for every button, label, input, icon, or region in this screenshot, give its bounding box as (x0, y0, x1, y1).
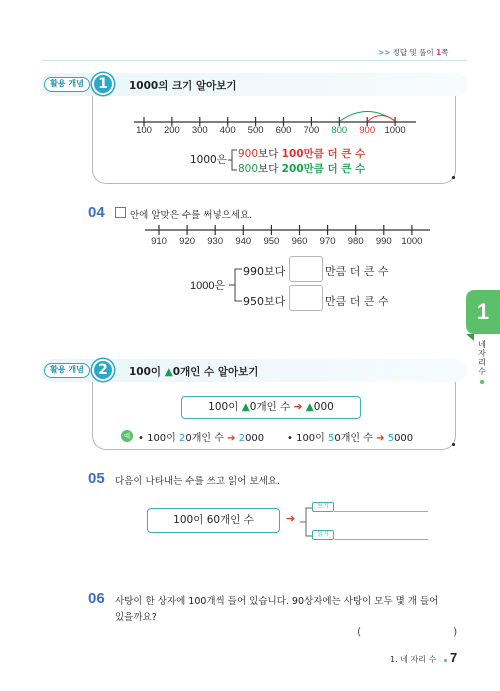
concept2-formula (181, 396, 361, 419)
answer-reference-suffix: 쪽 (441, 48, 449, 57)
tick-label: 970 (319, 236, 336, 247)
ex1-b: 2 (179, 433, 186, 444)
answer-paren-close: ) (453, 625, 458, 638)
concept1-line2 (238, 161, 365, 176)
tick-label: 960 (291, 236, 308, 247)
question-06-number: 06 (88, 590, 105, 607)
formula-a: 100이 (208, 401, 242, 413)
ex1-a: • 100이 (138, 433, 180, 444)
concept2-dot (452, 443, 455, 446)
tick-label: 1000 (384, 125, 406, 136)
write-answer-line[interactable] (334, 511, 428, 512)
concept1-line2-mid: 보다 (258, 163, 282, 175)
question-04-number: 04 (88, 204, 105, 221)
read-tag: 읽기 (312, 530, 334, 540)
concept1-dot (452, 176, 455, 179)
question-05-text: 다음이 나타내는 수를 쓰고 읽어 보세요. (115, 476, 280, 487)
question-04-row2-from: 950보다 (243, 295, 286, 308)
footer-chapter: 1. 네 자리 수 (390, 655, 437, 664)
question-05-number: 05 (88, 470, 105, 487)
tick-label: 700 (303, 125, 320, 136)
concept1-line2-diff: 200만큼 더 큰 수 (281, 163, 366, 175)
concept1-line1-diff: 100만큼 더 큰 수 (281, 148, 366, 160)
ex2-b: 5 (328, 433, 335, 444)
tick-label: 1000 (401, 236, 423, 247)
concept1-line1-mid: 보다 (258, 148, 282, 160)
concept1-line1 (238, 146, 365, 161)
tick-label: 200 (163, 125, 180, 136)
question-04-bracket (229, 266, 243, 304)
tick-label: 990 (375, 236, 392, 247)
tick-label: 920 (179, 236, 196, 247)
arrow-right-icon: ➔ (376, 433, 385, 444)
arrow-right-icon: ➔ (293, 401, 303, 413)
tick-label: 800 (331, 125, 348, 136)
read-answer-line[interactable] (334, 539, 428, 540)
concept1-label: 활용 개념 (44, 77, 90, 92)
tick-label: 980 (347, 236, 364, 247)
question-06-answer-space[interactable] (365, 626, 453, 640)
question-06-line2: 있을까요? (115, 612, 157, 623)
tick-label: 910 (151, 236, 167, 247)
ex2-e: 000 (394, 433, 414, 444)
double-chevron-icon: >> (378, 48, 391, 57)
number-line-2 (145, 224, 430, 236)
answer-reference[interactable] (378, 47, 448, 58)
tick-label: 500 (247, 125, 264, 136)
concept1-lead: 1000은 (190, 154, 227, 166)
jump-arc-900-1000 (368, 116, 395, 122)
page-number: 7 (450, 650, 458, 665)
answer-paren-open: ( (357, 625, 362, 638)
answer-box-2[interactable] (289, 285, 323, 311)
header-rule (42, 60, 467, 61)
ex2-d: 5 (387, 433, 395, 444)
example-2 (287, 429, 413, 444)
tick-label: 400 (219, 125, 236, 136)
tick-label: 930 (207, 236, 224, 247)
question-06-line1: 사탕이 한 상자에 100개씩 들어 있습니다. 90상자에는 사탕이 모두 몇 개 들어 (115, 596, 439, 607)
concept2-title-b: 0개인 수 알아보기 (172, 366, 259, 378)
question-04-lead: 1000은 (190, 280, 226, 292)
ex1-e: 000 (245, 433, 265, 444)
question-04-text: 안에 알맞은 수를 써넣으세요. (130, 210, 253, 221)
concept1-bracket (228, 147, 238, 173)
concept2-number-badge: 2 (92, 359, 114, 381)
tick-label: 900 (359, 125, 376, 136)
example-1 (138, 429, 264, 444)
example-badge: 예 (121, 430, 133, 442)
answer-reference-page: 1 (435, 48, 442, 57)
arrow-right-icon: ➔ (286, 512, 296, 525)
tick-label: 300 (191, 125, 208, 136)
write-tag: 쓰기 (312, 502, 334, 512)
concept1-line2-num: 800 (238, 163, 259, 175)
tick-label: 940 (235, 236, 252, 247)
triangle-icon: ▲ (305, 401, 314, 413)
ex2-a: • 100이 (287, 433, 329, 444)
answer-box-1[interactable] (289, 256, 323, 282)
footer-dot (444, 659, 447, 662)
tick-label: 100 (136, 125, 152, 136)
formula-c: 000 (313, 401, 334, 413)
ex1-c: 0개인 수 (185, 433, 224, 444)
question-05-box: 100이 60개인 수 (147, 508, 280, 533)
question-04-row1-from: 990보다 (243, 265, 286, 278)
triangle-icon: ▲ (241, 401, 250, 413)
question-04-row2-after: 만큼 더 큰 수 (325, 295, 389, 308)
concept1-title: 1000의 크기 알아보기 (129, 80, 237, 92)
ex2-c: 0개인 수 (334, 433, 373, 444)
ex1-d: 2 (238, 433, 246, 444)
chapter-tab-label: 네 자리 수 (478, 340, 486, 376)
concept2-label: 활용 개념 (44, 363, 90, 378)
concept2-title (129, 364, 258, 379)
concept1-number-badge: 1 (92, 73, 114, 95)
concept2-title-a: 100이 (129, 366, 165, 378)
question-04-row1-after: 만큼 더 큰 수 (325, 265, 389, 278)
answer-reference-text: 정답 및 풀이 (392, 48, 436, 57)
concept1-line1-num: 900 (238, 148, 259, 160)
number-line-1 (130, 104, 420, 126)
chapter-tab-dot (480, 380, 484, 384)
blank-box-icon (115, 207, 126, 218)
triangle-icon: ▲ (164, 366, 173, 378)
arrow-right-icon: ➔ (227, 433, 236, 444)
formula-b: 0개인 수 (249, 401, 291, 413)
chapter-tab[interactable]: 1 (466, 290, 500, 334)
tick-label: 950 (263, 236, 280, 247)
tick-label: 600 (275, 125, 292, 136)
